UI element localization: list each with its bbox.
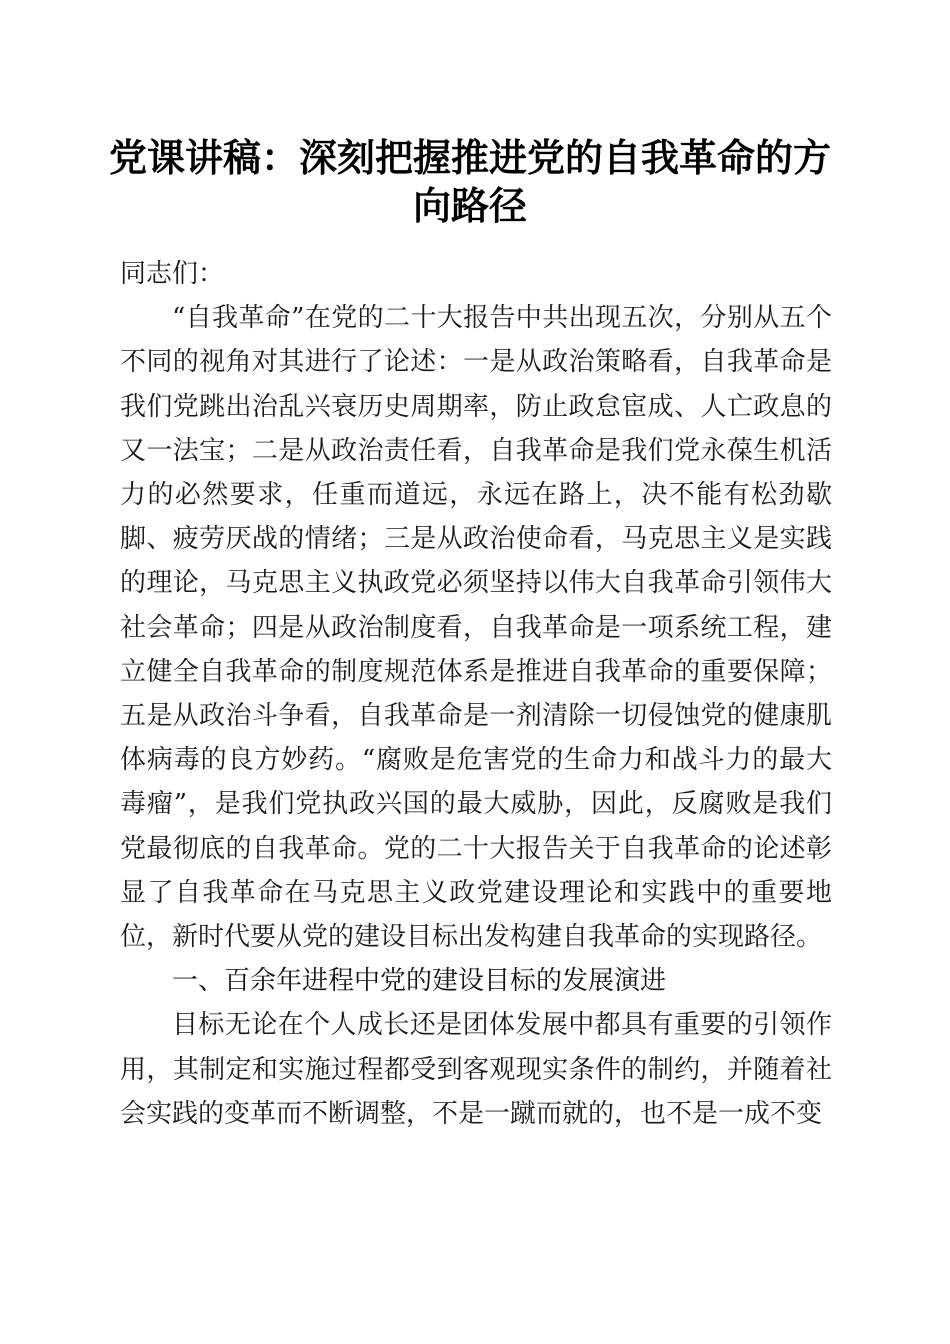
document-title: 党课讲稿：深刻把握推进党的自我革命的方向路径 bbox=[108, 135, 831, 228]
paragraph: “自我革命”在党的二十大报告中共出现五次，分别从五个不同的视角对其进行了论述：一是从政治策略看，自我革命是我们党跳出治乱兴衰历史周期率，防止政怠宦成、人亡政息的又一法宝；二是从政治责任看，自我革命是我们党永葆生机活力的必然要求，任重而道远，永远在路上，决不能有松劲歇脚、疲劳厌战的情绪；三是从政治使命看，马克思主义是实践的理论，马克思主义执政党必须坚持以伟大自我革命引领伟大社会革命；四是从政治制度看，自我革命是一项系统工程，建立健全自我革命的制度规范体系是推进自我革命的重要保障；五是从政治斗争看，自我革命是一剂清除一切侵蚀党的健康肌体病毒的良方妙药。“腐败是危害党的生命力和战斗力的最大毒瘤”，是我们党执政兴国的最大威胁，因此，反腐败是我们党最彻底的自我革命。党的二十大报告关于自我革命的论述彰显了自我革命在马克思主义政党建设理论和实践中的重要地位，新时代要从党的建设目标出发构建自我革命的实现路径。 bbox=[120, 303, 832, 953]
document-body bbox=[120, 252, 832, 1136]
greeting: 同志们： bbox=[120, 259, 225, 289]
paragraph: 目标无论在个人成长还是团体发展中都具有重要的引领作用，其制定和实施过程都受到客观现实条件的制约，并随着社会实践的变革而不断调整，不是一蹴而就的，也不是一成不变 bbox=[120, 1010, 832, 1129]
section-heading: 一、百余年进程中党的建设目标的发展演进 bbox=[172, 966, 667, 997]
